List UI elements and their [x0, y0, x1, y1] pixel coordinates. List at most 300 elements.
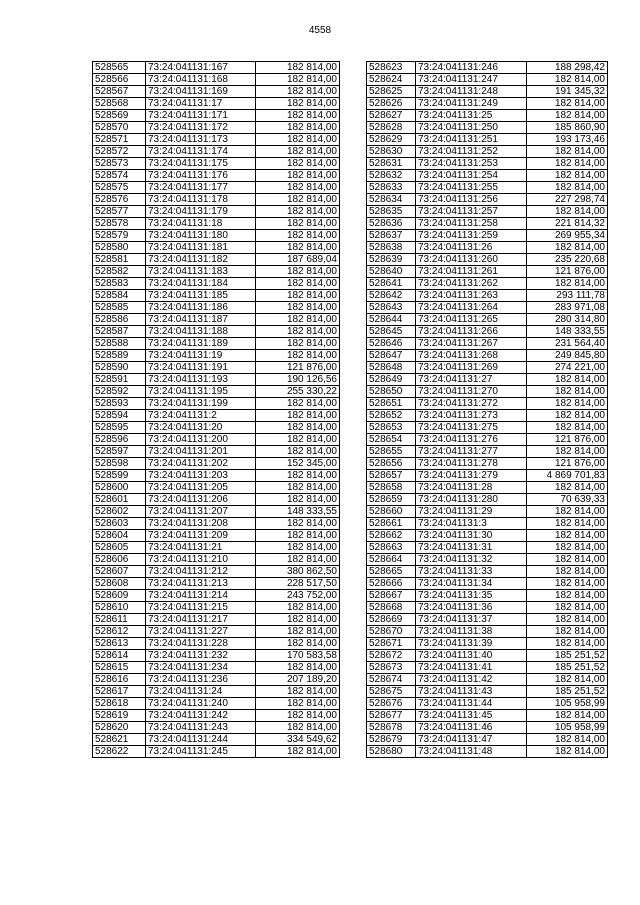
value-cell: 280 314,80	[527, 314, 608, 326]
value-cell: 185 251,52	[527, 662, 608, 674]
table-row	[93, 374, 340, 386]
table-row	[93, 362, 340, 374]
row-number-cell: 528638	[367, 242, 416, 254]
table-row	[93, 278, 340, 290]
cadastral-number-cell: 73:24:041131:174	[146, 146, 256, 158]
row-number-cell: 528605	[93, 542, 146, 554]
row-number-cell: 528584	[93, 290, 146, 302]
value-cell: 185 860,90	[527, 122, 608, 134]
table-row	[93, 446, 340, 458]
row-number-cell: 528582	[93, 266, 146, 278]
value-cell: 182 814,00	[256, 398, 340, 410]
table-row	[367, 590, 608, 602]
cadastral-number-cell: 73:24:041131:280	[416, 494, 527, 506]
cadastral-number-cell: 73:24:041131:172	[146, 122, 256, 134]
value-cell: 182 814,00	[527, 602, 608, 614]
table-row	[93, 350, 340, 362]
value-cell: 182 814,00	[256, 206, 340, 218]
row-number-cell: 528576	[93, 194, 146, 206]
cadastral-number-cell: 73:24:041131:26	[416, 242, 527, 254]
cadastral-number-cell: 73:24:041131:276	[416, 434, 527, 446]
row-number-cell: 528643	[367, 302, 416, 314]
table-row	[367, 122, 608, 134]
value-cell: 182 814,00	[256, 266, 340, 278]
table-row	[93, 302, 340, 314]
table-row	[93, 194, 340, 206]
table-row	[93, 110, 340, 122]
cadastral-number-cell: 73:24:041131:200	[146, 434, 256, 446]
value-cell: 182 814,00	[256, 410, 340, 422]
row-number-cell: 528625	[367, 86, 416, 98]
cadastral-number-cell: 73:24:041131:242	[146, 710, 256, 722]
row-number-cell: 528592	[93, 386, 146, 398]
cadastral-number-cell: 73:24:041131:173	[146, 134, 256, 146]
cadastral-number-cell: 73:24:041131:277	[416, 446, 527, 458]
cadastral-number-cell: 73:24:041131:44	[416, 698, 527, 710]
row-number-cell: 528570	[93, 122, 146, 134]
row-number-cell: 528597	[93, 446, 146, 458]
cadastral-number-cell: 73:24:041131:244	[146, 734, 256, 746]
cadastral-number-cell: 73:24:041131:215	[146, 602, 256, 614]
table-row	[367, 554, 608, 566]
table-row	[367, 422, 608, 434]
cadastral-number-cell: 73:24:041131:254	[416, 170, 527, 182]
cadastral-number-cell: 73:24:041131:264	[416, 302, 527, 314]
row-number-cell: 528572	[93, 146, 146, 158]
value-cell: 182 814,00	[527, 674, 608, 686]
cadastral-number-cell: 73:24:041131:261	[416, 266, 527, 278]
row-number-cell: 528581	[93, 254, 146, 266]
row-number-cell: 528602	[93, 506, 146, 518]
table-row	[93, 326, 340, 338]
cadastral-number-cell: 73:24:041131:257	[416, 206, 527, 218]
table-row	[367, 158, 608, 170]
value-cell: 182 814,00	[256, 110, 340, 122]
value-cell: 148 333,55	[527, 326, 608, 338]
table-row	[367, 350, 608, 362]
cadastral-number-cell: 73:24:041131:236	[146, 674, 256, 686]
cadastral-number-cell: 73:24:041131:217	[146, 614, 256, 626]
table-row	[93, 314, 340, 326]
value-cell: 182 814,00	[256, 86, 340, 98]
row-number-cell: 528632	[367, 170, 416, 182]
table-row	[93, 218, 340, 230]
table-row	[367, 146, 608, 158]
table-row	[93, 710, 340, 722]
table-row	[367, 566, 608, 578]
table-row	[93, 698, 340, 710]
row-number-cell: 528670	[367, 626, 416, 638]
row-number-cell: 528571	[93, 134, 146, 146]
table-row	[93, 134, 340, 146]
table-row	[93, 230, 340, 242]
table-right	[366, 61, 608, 758]
cadastral-number-cell: 73:24:041131:228	[146, 638, 256, 650]
table-row	[367, 410, 608, 422]
table-row	[367, 314, 608, 326]
row-number-cell: 528630	[367, 146, 416, 158]
cadastral-number-cell: 73:24:041131:24	[146, 686, 256, 698]
row-number-cell: 528578	[93, 218, 146, 230]
table-row	[367, 242, 608, 254]
row-number-cell: 528636	[367, 218, 416, 230]
table-row	[367, 626, 608, 638]
value-cell: 182 814,00	[527, 614, 608, 626]
table-row	[93, 530, 340, 542]
value-cell: 188 298,42	[527, 62, 608, 74]
cadastral-number-cell: 73:24:041131:246	[416, 62, 527, 74]
row-number-cell: 528665	[367, 566, 416, 578]
value-cell: 105 958,99	[527, 698, 608, 710]
cadastral-number-cell: 73:24:041131:45	[416, 710, 527, 722]
value-cell: 182 814,00	[256, 74, 340, 86]
cadastral-number-cell: 73:24:041131:262	[416, 278, 527, 290]
value-cell: 182 814,00	[256, 446, 340, 458]
value-cell: 182 814,00	[256, 158, 340, 170]
table-row	[367, 710, 608, 722]
row-number-cell: 528631	[367, 158, 416, 170]
value-cell: 231 564,40	[527, 338, 608, 350]
value-cell: 182 814,00	[527, 530, 608, 542]
table-row	[93, 482, 340, 494]
value-cell: 334 549,62	[256, 734, 340, 746]
value-cell: 182 814,00	[527, 638, 608, 650]
value-cell: 255 330,22	[256, 386, 340, 398]
table-row	[367, 458, 608, 470]
cadastral-number-cell: 73:24:041131:273	[416, 410, 527, 422]
cadastral-number-cell: 73:24:041131:189	[146, 338, 256, 350]
row-number-cell: 528566	[93, 74, 146, 86]
row-number-cell: 528661	[367, 518, 416, 530]
value-cell: 182 814,00	[527, 542, 608, 554]
table-row	[367, 302, 608, 314]
cadastral-number-cell: 73:24:041131:214	[146, 590, 256, 602]
value-cell: 380 862,50	[256, 566, 340, 578]
value-cell: 182 814,00	[256, 626, 340, 638]
row-number-cell: 528599	[93, 470, 146, 482]
value-cell: 182 814,00	[527, 146, 608, 158]
value-cell: 182 814,00	[256, 170, 340, 182]
cadastral-number-cell: 73:24:041131:260	[416, 254, 527, 266]
row-number-cell: 528614	[93, 650, 146, 662]
table-row	[367, 218, 608, 230]
row-number-cell: 528579	[93, 230, 146, 242]
row-number-cell: 528674	[367, 674, 416, 686]
value-cell: 121 876,00	[527, 266, 608, 278]
row-number-cell: 528656	[367, 458, 416, 470]
value-cell: 152 345,00	[256, 458, 340, 470]
table-row	[367, 446, 608, 458]
row-number-cell: 528567	[93, 86, 146, 98]
table-row	[93, 686, 340, 698]
row-number-cell: 528662	[367, 530, 416, 542]
table-row	[93, 74, 340, 86]
value-cell: 182 814,00	[256, 482, 340, 494]
value-cell: 182 814,00	[527, 242, 608, 254]
cadastral-number-cell: 73:24:041131:253	[416, 158, 527, 170]
value-cell: 182 814,00	[256, 662, 340, 674]
value-cell: 243 752,00	[256, 590, 340, 602]
row-number-cell: 528648	[367, 362, 416, 374]
row-number-cell: 528664	[367, 554, 416, 566]
value-cell: 182 814,00	[256, 278, 340, 290]
table-row	[93, 494, 340, 506]
table-row	[367, 206, 608, 218]
row-number-cell: 528609	[93, 590, 146, 602]
table-row	[93, 182, 340, 194]
value-cell: 182 814,00	[256, 98, 340, 110]
cadastral-number-cell: 73:24:041131:256	[416, 194, 527, 206]
table-row	[93, 566, 340, 578]
row-number-cell: 528676	[367, 698, 416, 710]
value-cell: 182 814,00	[527, 206, 608, 218]
row-number-cell: 528573	[93, 158, 146, 170]
cadastral-number-cell: 73:24:041131:227	[146, 626, 256, 638]
row-number-cell: 528669	[367, 614, 416, 626]
value-cell: 182 814,00	[256, 182, 340, 194]
row-number-cell: 528639	[367, 254, 416, 266]
table-row	[93, 554, 340, 566]
table-right-body	[367, 62, 608, 758]
table-row	[93, 422, 340, 434]
row-number-cell: 528644	[367, 314, 416, 326]
row-number-cell: 528680	[367, 746, 416, 758]
cadastral-number-cell: 73:24:041131:248	[416, 86, 527, 98]
row-number-cell: 528596	[93, 434, 146, 446]
row-number-cell: 528671	[367, 638, 416, 650]
cadastral-number-cell: 73:24:041131:250	[416, 122, 527, 134]
value-cell: 182 814,00	[256, 218, 340, 230]
value-cell: 182 814,00	[256, 614, 340, 626]
row-number-cell: 528652	[367, 410, 416, 422]
row-number-cell: 528628	[367, 122, 416, 134]
row-number-cell: 528613	[93, 638, 146, 650]
table-row	[93, 662, 340, 674]
table-row	[367, 482, 608, 494]
value-cell: 182 814,00	[256, 710, 340, 722]
table-row	[93, 146, 340, 158]
table-row	[367, 650, 608, 662]
table-row	[367, 362, 608, 374]
row-number-cell: 528673	[367, 662, 416, 674]
value-cell: 182 814,00	[256, 146, 340, 158]
value-cell: 182 814,00	[527, 98, 608, 110]
row-number-cell: 528629	[367, 134, 416, 146]
table-row	[367, 194, 608, 206]
row-number-cell: 528663	[367, 542, 416, 554]
value-cell: 182 814,00	[256, 542, 340, 554]
table-row	[367, 170, 608, 182]
cadastral-number-cell: 73:24:041131:188	[146, 326, 256, 338]
row-number-cell: 528565	[93, 62, 146, 74]
cadastral-number-cell: 73:24:041131:181	[146, 242, 256, 254]
table-row	[93, 398, 340, 410]
table-row	[93, 542, 340, 554]
value-cell: 182 814,00	[256, 194, 340, 206]
row-number-cell: 528593	[93, 398, 146, 410]
table-row	[367, 530, 608, 542]
table-row	[93, 158, 340, 170]
value-cell: 185 251,52	[527, 686, 608, 698]
row-number-cell: 528679	[367, 734, 416, 746]
row-number-cell: 528646	[367, 338, 416, 350]
table-row	[93, 86, 340, 98]
value-cell: 190 126,56	[256, 374, 340, 386]
cadastral-number-cell: 73:24:041131:191	[146, 362, 256, 374]
table-row	[93, 266, 340, 278]
table-row	[93, 590, 340, 602]
cadastral-number-cell: 73:24:041131:182	[146, 254, 256, 266]
row-number-cell: 528650	[367, 386, 416, 398]
cadastral-number-cell: 73:24:041131:258	[416, 218, 527, 230]
cadastral-number-cell: 73:24:041131:41	[416, 662, 527, 674]
value-cell: 182 814,00	[527, 374, 608, 386]
cadastral-number-cell: 73:24:041131:267	[416, 338, 527, 350]
cadastral-number-cell: 73:24:041131:17	[146, 98, 256, 110]
cadastral-number-cell: 73:24:041131:208	[146, 518, 256, 530]
value-cell: 221 814,32	[527, 218, 608, 230]
row-number-cell: 528588	[93, 338, 146, 350]
cadastral-number-cell: 73:24:041131:168	[146, 74, 256, 86]
value-cell: 182 814,00	[256, 422, 340, 434]
table-row	[367, 506, 608, 518]
table-row	[367, 254, 608, 266]
row-number-cell: 528623	[367, 62, 416, 74]
cadastral-number-cell: 73:24:041131:21	[146, 542, 256, 554]
row-number-cell: 528642	[367, 290, 416, 302]
row-number-cell: 528657	[367, 470, 416, 482]
row-number-cell: 528621	[93, 734, 146, 746]
table-row	[367, 134, 608, 146]
value-cell: 182 814,00	[256, 122, 340, 134]
value-cell: 182 814,00	[256, 230, 340, 242]
value-cell: 182 814,00	[256, 530, 340, 542]
table-row	[367, 326, 608, 338]
row-number-cell: 528675	[367, 686, 416, 698]
cadastral-number-cell: 73:24:041131:48	[416, 746, 527, 758]
table-left-body	[93, 62, 340, 758]
table-row	[93, 470, 340, 482]
row-number-cell: 528615	[93, 662, 146, 674]
value-cell: 182 814,00	[256, 314, 340, 326]
table-row	[367, 470, 608, 482]
cadastral-number-cell: 73:24:041131:19	[146, 350, 256, 362]
row-number-cell: 528666	[367, 578, 416, 590]
value-cell: 182 814,00	[527, 482, 608, 494]
cadastral-number-cell: 73:24:041131:179	[146, 206, 256, 218]
page-number: 4558	[308, 25, 332, 36]
cadastral-number-cell: 73:24:041131:25	[416, 110, 527, 122]
table-row	[93, 62, 340, 74]
row-number-cell: 528586	[93, 314, 146, 326]
table-row	[93, 434, 340, 446]
row-number-cell: 528585	[93, 302, 146, 314]
row-number-cell: 528580	[93, 242, 146, 254]
value-cell: 70 639,33	[527, 494, 608, 506]
cadastral-number-cell: 73:24:041131:183	[146, 266, 256, 278]
table-row	[93, 242, 340, 254]
value-cell: 121 876,00	[256, 362, 340, 374]
cadastral-number-cell: 73:24:041131:251	[416, 134, 527, 146]
value-cell: 182 814,00	[256, 302, 340, 314]
table-row	[367, 578, 608, 590]
cadastral-number-cell: 73:24:041131:42	[416, 674, 527, 686]
row-number-cell: 528637	[367, 230, 416, 242]
row-number-cell: 528595	[93, 422, 146, 434]
cadastral-number-cell: 73:24:041131:35	[416, 590, 527, 602]
row-number-cell: 528658	[367, 482, 416, 494]
cadastral-number-cell: 73:24:041131:31	[416, 542, 527, 554]
cadastral-number-cell: 73:24:041131:203	[146, 470, 256, 482]
table-row	[93, 386, 340, 398]
table-row	[93, 734, 340, 746]
value-cell: 182 814,00	[527, 506, 608, 518]
table-row	[93, 254, 340, 266]
row-number-cell: 528634	[367, 194, 416, 206]
cadastral-number-cell: 73:24:041131:34	[416, 578, 527, 590]
table-row	[367, 734, 608, 746]
table-row	[367, 290, 608, 302]
table-row	[367, 278, 608, 290]
value-cell: 182 814,00	[256, 326, 340, 338]
value-cell: 182 814,00	[527, 410, 608, 422]
table-row	[93, 578, 340, 590]
row-number-cell: 528647	[367, 350, 416, 362]
row-number-cell: 528654	[367, 434, 416, 446]
row-number-cell: 528651	[367, 398, 416, 410]
row-number-cell: 528569	[93, 110, 146, 122]
row-number-cell: 528587	[93, 326, 146, 338]
table-row	[367, 98, 608, 110]
value-cell: 182 814,00	[527, 158, 608, 170]
table-row	[93, 602, 340, 614]
table-row	[367, 434, 608, 446]
table-row	[367, 722, 608, 734]
table-row	[93, 206, 340, 218]
row-number-cell: 528668	[367, 602, 416, 614]
cadastral-number-cell: 73:24:041131:38	[416, 626, 527, 638]
cadastral-number-cell: 73:24:041131:202	[146, 458, 256, 470]
cadastral-number-cell: 73:24:041131:275	[416, 422, 527, 434]
cadastral-number-cell: 73:24:041131:259	[416, 230, 527, 242]
row-number-cell: 528594	[93, 410, 146, 422]
row-number-cell: 528626	[367, 98, 416, 110]
table-row	[93, 746, 340, 758]
cadastral-number-cell: 73:24:041131:29	[416, 506, 527, 518]
table-row	[93, 458, 340, 470]
cadastral-number-cell: 73:24:041131:180	[146, 230, 256, 242]
cadastral-number-cell: 73:24:041131:2	[146, 410, 256, 422]
row-number-cell: 528678	[367, 722, 416, 734]
cadastral-number-cell: 73:24:041131:175	[146, 158, 256, 170]
cadastral-number-cell: 73:24:041131:212	[146, 566, 256, 578]
cadastral-number-cell: 73:24:041131:178	[146, 194, 256, 206]
cadastral-number-cell: 73:24:041131:243	[146, 722, 256, 734]
value-cell: 182 814,00	[256, 350, 340, 362]
value-cell: 182 814,00	[256, 470, 340, 482]
row-number-cell: 528667	[367, 590, 416, 602]
cadastral-number-cell: 73:24:041131:205	[146, 482, 256, 494]
value-cell: 121 876,00	[527, 458, 608, 470]
value-cell: 182 814,00	[256, 338, 340, 350]
table-row	[367, 386, 608, 398]
value-cell: 249 845,80	[527, 350, 608, 362]
cadastral-number-cell: 73:24:041131:28	[416, 482, 527, 494]
row-number-cell: 528611	[93, 614, 146, 626]
cadastral-number-cell: 73:24:041131:184	[146, 278, 256, 290]
table-row	[93, 170, 340, 182]
row-number-cell: 528649	[367, 374, 416, 386]
